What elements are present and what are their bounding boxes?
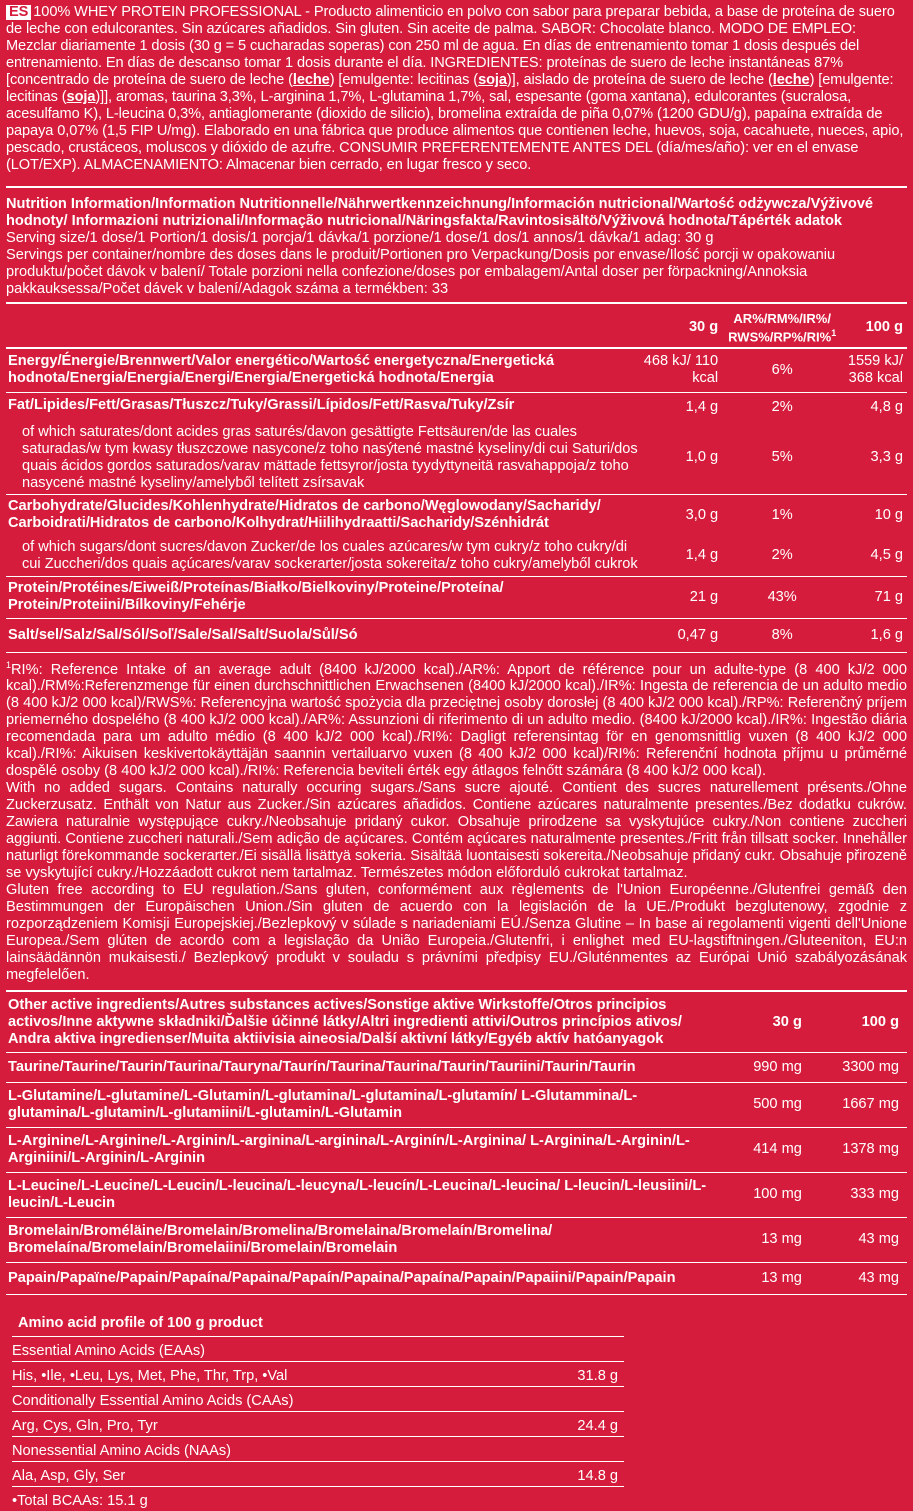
value-30g: 13 mg xyxy=(709,1262,808,1294)
table-row xyxy=(6,1172,907,1217)
amino-group-name: Nonessential Amino Acids (NAAs) xyxy=(12,1437,624,1462)
value-ri: 2% xyxy=(726,536,838,576)
amino-group-name: Conditionally Essential Amino Acids (CAAs) xyxy=(12,1387,624,1412)
value-30g: 13 mg xyxy=(709,1217,808,1262)
value-30g: 468 kJ/ 110 kcal xyxy=(641,348,726,392)
header-30g: 30 g xyxy=(709,992,808,1052)
value-30g: 100 mg xyxy=(709,1172,808,1217)
nutrition-table-header xyxy=(6,308,907,348)
nutrient-label: of which sugars/dont sucres/davon Zucker/de los cuales azúcares/w tym cukry/z toho cukry/di cui Zuccheri/dos quais açúcares/varav sockerarter/josta sokereita/z toho cukry/amelyből cukrok xyxy=(6,536,641,576)
value-ri: 1% xyxy=(771,506,793,523)
intro-text-5: )]], aromas, taurina 3,3%, L-arginina 1,7%, L-glutamina 1,7%, sal, espesante (goma xantana), edulcorantes (sucralosa, acesulfamo K), L-leucina 0,3%, antiaglomerante (dioxido de silicio), bromelina extraída de piña 0,07% (1200 GDU/g), papaína extraída de papaya 0,07% (1,5 FIP U/mg). Elaborado en una fábrica que produce alimentos que contienen leche, huevos, soja, cacahuete, nueces, apio, pescado, crustáceos, moluscos y dióxido de azufre. CONSUMIR PREFERENTEMENTE ANTES DEL (día/mes/año): ver en el envase (LOT/EXP). ALMACENAMIENTO: Almacenar bien cerrado, en lugar fresco y seco. xyxy=(6,89,904,173)
active-table-header xyxy=(6,992,907,1052)
table-row xyxy=(6,348,907,392)
table-row xyxy=(6,494,907,536)
table-row xyxy=(6,1262,907,1294)
value-30g: 1,4 g xyxy=(641,536,726,576)
value-ri: 6% xyxy=(726,348,838,392)
amino-list: Arg, Cys, Gln, Pro, Tyr xyxy=(12,1417,158,1434)
divider xyxy=(6,186,907,188)
active-ingredients-table xyxy=(6,992,907,1295)
intro-text-2: ) [emulgente: lecitinas ( xyxy=(329,72,479,88)
spanish-description xyxy=(6,0,907,174)
value-30g: 1,4 g xyxy=(685,398,719,415)
amino-group-row xyxy=(12,1362,624,1387)
value-ri: 5% xyxy=(726,422,838,494)
footnote-gluten: Gluten free according to EU regulation./Sans gluten, conformément aux règlements de l'Union Européenne./Glutenfrei gemäß den Bestimmungen der Europäischen Union./Sin gluten de acuerdo con la legislación de la UE./Produkt bezglutenowy, zgodnie z rozporządzeniem Komisji Europejskiej./Bezlepkový v súlade s nariadeniami EÚ./Senza Glutine – In base ai regolamenti vigenti dell'Unione Europea./Sem glúten de acordo com a legislação da União Europeia./Glutenfri, i enlighet med EU-lagstiftningen./Gluteeniton, EU:n lainsäädännön mukaisesti./ Bezlepkový produkt v souladu s právními předpisy EU./Gluténmentes az Európai Unió szabályozásának megfelelően. xyxy=(6,882,907,984)
value-100g: 1378 mg xyxy=(808,1127,907,1172)
table-row xyxy=(6,618,907,652)
ingredient-label: L-Leucine/L-Leucine/L-Leucin/L-leucina/L-leucyna/L-leucín/L-Leucina/L-leucina/ L-leucin/L-leusiini/L-leucin/L-Leucin xyxy=(6,1172,709,1217)
amino-value: 14.8 g xyxy=(577,1467,618,1484)
table-row xyxy=(6,536,907,576)
intro-text-3: )], aislado de proteína de suero de leche ( xyxy=(506,72,773,88)
ingredient-label: L-Glutamine/L-glutamine/L-Glutamin/L-glutamina/L-glutamina/L-glutamín/ L-Glutammina/L-glutamina/L-glutamin/L-glutamiini/L-glutamin/L-Glutamin xyxy=(6,1082,709,1127)
servings-per-container: Servings per container/nombre des doses dans le produit/Portionen pro Verpackung/Dosis por envase/Ilość porcji w opakowaniu produktu/počet dávok v balení/ Totale porzioni nella confezione/doses por embalagem/Antal doser per förpackning/Annoksia pakkauksessa/Počet dávek v balení/Adagok száma a termékben: 33 xyxy=(6,247,836,297)
intro-text-1: 100% WHEY PROTEIN PROFESSIONAL - Producto alimenticio en polvo con sabor para preparar bebida, a base de proteína de suero de leche con edulcorantes. Sin azúcares añadidos. Sin gluten. Sin aceite de palma. SABOR: Chocolate blanco. MODO DE EMPLEO: Mezclar diariamente 1 dosis (30 g = 5 cucharadas soperas) con 250 ml de agua. En días de entrenamiento tomar 1 dosis después del entrenamiento. En días de descanso tomar 1 dosis durante el día. INGREDIENTES: proteínas de suero de leche instantáneas 87% [concentrado de proteína de suero de leche ( xyxy=(6,4,895,88)
header-blank xyxy=(6,308,641,348)
value-ri: 2% xyxy=(771,398,793,415)
nutrition-heading: Nutrition Information/Information Nutritionnelle/Nährwertkennzeichnung/Información nutricional/Wartość odżywcza/Výživové hodnoty/ Informazioni nutrizionali/Informação nutricional/Näringsfakta/Ravintosisältö/Výživová hodnota/Tápérték adatok xyxy=(6,196,874,229)
nutrient-label: Salt/sel/Salz/Sal/Sól/Soľ/Sale/Sal/Salt/Suola/Sůl/Só xyxy=(6,618,641,652)
table-row xyxy=(6,392,907,422)
amino-group-name: Essential Amino Acids (EAAs) xyxy=(12,1337,624,1362)
value-30g: 1,0 g xyxy=(641,422,726,494)
ingredient-label: Taurine/Taurine/Taurin/Taurina/Tauryna/Taurín/Taurina/Taurina/Taurin/Tauriini/Taurin/Taurin xyxy=(6,1052,709,1082)
allergen-leche: leche xyxy=(292,72,330,88)
value-100g: 71 g xyxy=(838,576,907,618)
amino-value: 31.8 g xyxy=(577,1367,618,1384)
nutrient-label: Energy/Énergie/Brennwert/Valor energético/Wartość energetyczna/Energetická hodnota/Energia/Energia/Energi/Energia/Energetická hodnota/Energia xyxy=(6,348,641,392)
nutrition-header xyxy=(6,186,907,298)
header-100g: 100 g xyxy=(808,992,907,1052)
value-100g: 333 mg xyxy=(808,1172,907,1217)
nutrition-table xyxy=(6,308,907,653)
ingredient-label: L-Arginine/L-Arginine/L-Arginin/L-arginina/L-arginina/L-Arginín/L-Arginina/ L-Arginina/L-Arginin/L-Arginiini/L-Arginin/L-Arginin xyxy=(6,1127,709,1172)
value-100g: 3300 mg xyxy=(808,1052,907,1082)
table-row xyxy=(6,576,907,618)
value-100g: 1,6 g xyxy=(838,618,907,652)
nutrient-label: Fat/Lipides/Fett/Grasas/Tłuszcz/Tuky/Grassi/Lípidos/Fett/Rasva/Tuky/Zsír xyxy=(8,396,515,413)
table-row xyxy=(6,1127,907,1172)
intro-text-4: ) [emulgente: lecitinas ( xyxy=(6,72,894,105)
amino-list: His, •Ile, •Leu, Lys, Met, Phe, Thr, Trp, •Val xyxy=(12,1367,288,1384)
serving-size: Serving size/1 dose/1 Portion/1 dosis/1 porcja/1 dávka/1 porzione/1 dose/1 dos/1 annos/1 dávka/1 adag: 30 g xyxy=(6,230,714,246)
value-100g: 4,8 g xyxy=(870,398,903,415)
amino-title: Amino acid profile of 100 g product xyxy=(12,1311,624,1337)
table-row xyxy=(6,422,907,494)
value-100g: 3,3 g xyxy=(838,422,907,494)
value-30g: 500 mg xyxy=(709,1082,808,1127)
nutrient-label: Protein/Protéines/Eiweiß/Proteínas/Białko/Bielkoviny/Proteine/Proteína/ Protein/Proteiini/Bílkoviny/Fehérje xyxy=(6,576,641,618)
amino-acid-profile xyxy=(12,1311,624,1511)
footnote-sugars: With no added sugars. Contains naturally occuring sugars./Sans sucre ajouté. Contient des sucres naturellement présents./Ohne Zuckerzusatz. Enthält von Natur aus Zucker./Sin azúcares añadidos. Contiene azúcares naturalmente presentes./Bez dodatku cukrów. Zawiera naturalnie występujące cukry./Neobsahuje pridaný cukor. Obsahuje prirodzene sa vyskytujúce cukry./Non contiene zuccheri aggiunti. Contiene zuccheri naturali./Sem adição de açúcares. Contém açúcares naturalmente presentes./Fritt från tillsatt socker. Innehåller naturligt förekommande sockerarter./Ei sisällä lisättyä sokeria. Sisältää luontaisesti sokereita./Neobsahuje přidaný cukr. Obsahuje přirozeně se vyskytující cukry./Hozzáadott cukrot nem tartalmaz. Természetes módon előforduló cukrokat tartalmaz. xyxy=(6,780,907,882)
value-30g: 414 mg xyxy=(709,1127,808,1172)
amino-group-row xyxy=(12,1412,624,1437)
value-100g: 10 g xyxy=(874,506,903,523)
value-ri: 43% xyxy=(726,576,838,618)
table-row xyxy=(6,1052,907,1082)
footnote-reference-intake: $^1$RI%: Reference Intake of an average adult (8400 kJ/2000 kcal)./AR%: Apport de référence pour un adulte-type (8 400 kJ/2 000 kcal)./RM%:Referenzmenge für einen durchschnittlichen Erwachsenen (8400 kJ/2000 kcal)./IR%: Ingesta de referencia de un adulto medio (8 400 kJ/2 000 kcal)/RWS%: Referencyjna wartość spożycia dla przeciętnej osoby dorosłej (8 400 kJ/2 000 kcal)./RP%: Referenčný príjem priemerného dospelého (8 400 kJ/2 000 kcal)./AR%: Assunzioni di riferimento di un adulto medio. (8400 kJ/2000 kcal)./IR%: Ingestão diária recomendada para um adulto médio (8 400 kJ/2 000 kcal)./RI%: Dagligt referensintag för en genomsnittlig vuxen (8 400 kJ/2 000 kcal)./RI%: Aikuisen keskivertokäyttäjän saannin vertailuarvo vuxen (8 400 kJ/2 000 kcal)/RI%: Referenční hodnota příjmu u průměrné dospělé osoby (8 400 kJ/2 000 kcal)./RI%: Referencia beviteli érték egy átlagos felnőtt számára (8 400 kJ/2 000 kcal). xyxy=(6,659,907,780)
nutrient-label: Carbohydrate/Glucides/Kohlenhydrate/Hidratos de carbono/Węglowodany/Sacharidy/ Carboidrati/Hidratos de carbono/Kolhydrat/Hiilihydraatti/Sacharidy/Szénhidrát xyxy=(8,498,601,532)
header-100g: 100 g xyxy=(865,319,903,335)
value-100g: 4,5 g xyxy=(838,536,907,576)
active-heading: Other active ingredients/Autres substances actives/Sonstige aktive Wirkstoffe/Otros principios activos/Inne aktywne składniki/Ďalšie účinné látky/Altri ingredienti attivi/Outros princípios ativos/ Andra aktiva ingredienser/Muita aktiivisia aineosia/Další aktivní látky/Egyéb aktív hatóanyagok xyxy=(6,992,709,1052)
table-row xyxy=(6,1217,907,1262)
table-row xyxy=(6,1082,907,1127)
ingredient-label: Bromelain/Broméläine/Bromelain/Bromelina/Bromelaina/Bromelaín/Bromelina/ Bromelaína/Bromelain/Bromelaiini/Bromelain/Bromelain xyxy=(6,1217,709,1262)
value-100g: 1559 kJ/ 368 kcal xyxy=(838,348,907,392)
value-30g: 21 g xyxy=(641,576,726,618)
value-30g: 990 mg xyxy=(709,1052,808,1082)
amino-value: 24.4 g xyxy=(577,1417,618,1434)
divider xyxy=(6,302,907,304)
header-ri: AR%/RM%/IR%/ RWS%/RP%/RI%$^1$ xyxy=(728,310,837,345)
value-30g: 0,47 g xyxy=(641,618,726,652)
header-30g: 30 g xyxy=(688,319,719,335)
amino-list: Ala, Asp, Gly, Ser xyxy=(12,1467,126,1484)
allergen-leche: leche xyxy=(772,72,810,88)
allergen-soja: soja xyxy=(66,89,96,105)
nutrient-label: of which saturates/dont acides gras saturés/davon gesättigte Fettsäuren/de las cuales saturadas/w tym kwasy tłuszczowe nasycone/z toho nasýtené mastné kyseliny/di cui Saturi/dos quais ácidos gordos saturados/varav mättade fettsyror/josta tyydyttyneitä rasvahappoja/z toho nasycené mastné kyseliny/amelyből telített zsírsavak xyxy=(6,422,641,494)
total-bcaa: •Total BCAAs: 15.1 g xyxy=(12,1492,148,1509)
amino-group-row xyxy=(12,1462,624,1487)
language-badge-es: ES xyxy=(6,5,31,20)
ingredient-label: Papain/Papaïne/Papain/Papaína/Papaina/Papaín/Papaina/Papaína/Papain/Papaiini/Papain/Papain xyxy=(6,1262,709,1294)
value-ri: 8% xyxy=(726,618,838,652)
value-100g: 1667 mg xyxy=(808,1082,907,1127)
value-30g: 3,0 g xyxy=(685,506,719,523)
value-100g: 43 mg xyxy=(808,1262,907,1294)
value-100g: 43 mg xyxy=(808,1217,907,1262)
allergen-soja: soja xyxy=(478,72,507,88)
